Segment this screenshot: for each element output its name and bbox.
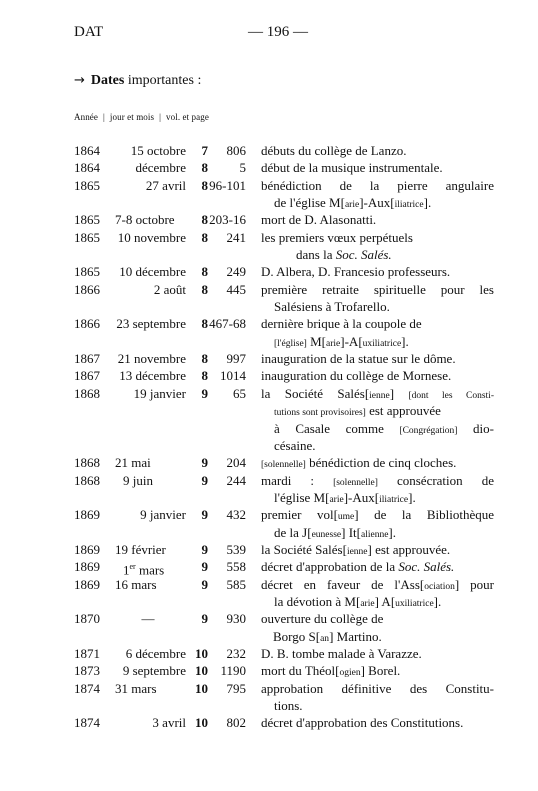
row-event: la Société Salés[ienne] [dont les Consti- (261, 385, 494, 401)
row-year: 1874 (74, 680, 100, 696)
text-fragment: l'église M (274, 489, 326, 505)
row-year: 1869 (74, 559, 100, 575)
editorial-insertion: [solennelle] (261, 460, 306, 471)
row-date: 27 avril (145, 177, 186, 193)
text-fragment: ] It (341, 524, 357, 540)
editorial-insertion: alienne (360, 529, 389, 540)
row-event: D. B. tombe malade à Varazze. (261, 645, 422, 661)
row-page: 585 (226, 576, 246, 592)
row-volume: 9 (201, 576, 208, 592)
row-page: 558 (226, 559, 246, 575)
row-year: 1865 (74, 212, 100, 228)
row-date: 19 février (115, 541, 166, 557)
editorial-insertion: [Congrégation] (399, 425, 458, 436)
text-fragment: ]. (408, 489, 416, 505)
column-separator: | (103, 112, 105, 122)
table-row (74, 454, 494, 471)
row-year: 1869 (74, 576, 100, 592)
row-volume: 8 (201, 351, 208, 367)
row-event-continued: Salésiens à Trofarello. (274, 299, 390, 315)
row-page: 467-68 (209, 316, 246, 332)
row-event: première retraite spirituelle pour les (261, 281, 494, 297)
section-title (74, 73, 201, 89)
table-row (74, 263, 494, 280)
row-page: 930 (226, 611, 246, 627)
row-date: 21 mai (115, 455, 151, 471)
text-fragment: M (310, 333, 322, 349)
row-volume: 9 (201, 385, 208, 401)
row-page: 795 (226, 680, 246, 696)
row-date: — (141, 611, 155, 627)
row-date: 10 décembre (119, 264, 186, 280)
table-row (74, 662, 494, 679)
row-event: inauguration du collège de Mornese. (261, 368, 452, 384)
editorial-insertion: [solennelle] (333, 477, 378, 488)
row-year: 1866 (74, 316, 100, 332)
running-header (74, 24, 482, 44)
row-page: 445 (226, 281, 246, 297)
editorial-insertion: ume (337, 512, 355, 523)
text-fragment: ] de la Bibliothèque (354, 507, 494, 523)
editorial-insertion: [l'église] (274, 338, 307, 349)
row-date: 2 août (153, 281, 186, 297)
row-page: 96-101 (209, 177, 246, 193)
text-fragment-italic: Soc. Salés. (335, 247, 392, 263)
row-event-continued: tions. (274, 698, 303, 713)
text-fragment: de l'église M (274, 195, 341, 211)
editorial-insertion: ociation (424, 581, 455, 592)
text-fragment: ]. (401, 333, 409, 349)
column-separator: | (159, 112, 162, 122)
text-fragment: ] pour (454, 576, 494, 592)
row-date: 23 septembre (116, 316, 186, 332)
row-date-day: 1 (123, 562, 130, 578)
row-year: 1868 (74, 455, 100, 471)
row-event: décret d'approbation des Constitutions. (261, 715, 464, 731)
text-fragment: la Société Salés (261, 541, 343, 557)
text-fragment: -Aux (363, 195, 391, 211)
table-row (74, 211, 494, 228)
row-date-month: mars (138, 562, 165, 578)
row-year: 1868 (74, 385, 100, 401)
text-fragment: à Casale comme (274, 420, 384, 436)
editorial-insertion: eunesse (311, 529, 342, 540)
editorial-insertion: an (320, 633, 330, 644)
row-year: 1865 (74, 177, 100, 193)
table-row (74, 159, 494, 176)
table-row (74, 541, 494, 558)
column-year: Année (74, 112, 98, 122)
row-page: 65 (233, 385, 246, 401)
table-row (74, 350, 494, 367)
row-year: 1864 (74, 143, 100, 158)
row-event-continued: [l'église] M[arie]-A[uxiliatrice]. (274, 333, 409, 349)
arrow-icon: → (74, 73, 85, 88)
row-date: 10 novembre (117, 229, 186, 245)
editorial-insertion: arie (329, 494, 344, 505)
row-year: 1870 (74, 611, 100, 627)
row-volume: 8 (201, 316, 208, 332)
row-event: bénédiction de la pierre angulaire (261, 177, 494, 193)
row-page: 1014 (220, 368, 246, 384)
text-fragment: la Société Salés (261, 385, 365, 401)
table-row (74, 281, 494, 316)
table-row (74, 177, 494, 212)
row-volume: 8 (201, 264, 208, 280)
text-fragment: -A (344, 333, 359, 349)
column-volume-page: vol. et page (166, 112, 209, 122)
row-event-continued (296, 246, 494, 263)
table-row (74, 229, 494, 264)
text-fragment: premier vol (261, 507, 334, 523)
row-event-continued: la dévotion à M[arie] A[uxiliatrice]. (274, 593, 442, 609)
row-event: ouverture du collège de (261, 611, 384, 627)
row-event-continued: Borgo S[an] Martino. (273, 628, 382, 644)
row-event: premier vol[ume] de la Bibliothèque (261, 507, 494, 523)
row-volume: 8 (201, 229, 208, 245)
text-fragment: ] A (374, 593, 391, 609)
table-row (74, 315, 494, 350)
text-fragment: dio- (473, 420, 494, 436)
editorial-insertion: iliatrice (379, 494, 409, 505)
row-volume: 8 (201, 177, 208, 193)
text-fragment: décret d'approbation de la (261, 559, 396, 575)
editorial-insertion: uxiliatrice (362, 338, 402, 349)
row-year: 1873 (74, 663, 100, 679)
row-event: mort du Théol[ogien] Borel. (261, 663, 401, 679)
row-date: 13 décembre (119, 368, 186, 384)
row-date: 9 juin (123, 472, 153, 488)
row-event-continued: l'église M[arie]-Aux[iliatrice]. (274, 489, 416, 505)
row-year: 1869 (74, 507, 100, 523)
row-event: la Société Salés[ienne] est approuvée. (261, 541, 451, 557)
text-fragment: mardi : (261, 472, 314, 488)
editorial-insertion: ogien (339, 668, 361, 679)
row-volume: 10 (195, 715, 208, 731)
row-page: 249 (226, 264, 246, 280)
row-event: décret en faveur de l'Ass[ociation] pour (261, 576, 494, 592)
row-volume: 8 (201, 160, 208, 176)
text-fragment: bénédiction de cinq cloches. (309, 455, 457, 471)
row-volume: 9 (201, 507, 208, 523)
editorial-insertion: ienne (369, 390, 390, 401)
row-volume: 9 (201, 611, 208, 627)
row-year: 1866 (74, 281, 100, 297)
editorial-insertion: [dont les Consti- (408, 390, 494, 401)
row-volume: 9 (201, 455, 208, 471)
row-page: 203-16 (209, 212, 246, 228)
row-event: début de la musique instrumentale. (261, 160, 443, 176)
text-fragment: ] Martino. (329, 628, 382, 644)
row-year: 1865 (74, 229, 100, 245)
text-fragment-italic: Soc. Salés. (398, 559, 455, 575)
text-fragment: ] est approuvée. (367, 541, 451, 557)
row-event-continued: de la J[eunesse] It[alienne]. (274, 524, 397, 540)
row-date: 6 décembre (125, 645, 186, 661)
text-fragment: ]. (388, 524, 397, 540)
section-title-rest: importantes : (127, 73, 202, 88)
text-fragment: consécration de (396, 472, 494, 488)
dates-table (74, 142, 494, 732)
row-date: 15 octobre (130, 143, 186, 158)
table-row (74, 142, 494, 159)
row-year: 1867 (74, 368, 100, 384)
row-volume: 9 (201, 559, 208, 575)
row-year: 1869 (74, 541, 100, 557)
text-fragment: Borgo S (273, 628, 316, 644)
row-volume: 10 (195, 663, 208, 679)
text-fragment: mort du Théol (261, 663, 336, 679)
text-fragment: décret en faveur de l'Ass (261, 576, 420, 592)
text-fragment: ] Borel. (360, 663, 401, 679)
row-event: inauguration de la statue sur le dôme. (261, 351, 456, 367)
row-event: approbation définitive des Constitu- (261, 680, 494, 696)
row-year: 1864 (74, 160, 100, 176)
row-volume: 10 (195, 645, 208, 661)
section-title-bold: Dates (90, 73, 125, 88)
table-row (74, 472, 494, 507)
row-event-continued: césaine. (274, 437, 316, 453)
editorial-insertion: uxiliatrice (395, 598, 434, 609)
row-event: les premiers vœux perpétuels (261, 229, 413, 245)
row-volume: 10 (195, 680, 208, 696)
row-event (261, 558, 494, 575)
row-date: 3 avril (152, 715, 186, 731)
table-row (74, 558, 494, 578)
editorial-insertion: iliatrice (394, 200, 424, 211)
row-page: 806 (226, 143, 246, 158)
editorial-insertion: ienne (346, 546, 368, 557)
row-year: 1865 (74, 264, 100, 280)
row-volume: 9 (201, 472, 208, 488)
table-row (74, 576, 494, 611)
table-row (74, 714, 494, 731)
table-row (74, 680, 494, 715)
row-event: débuts du collège de Lanzo. (261, 143, 407, 158)
row-date: 16 mars (115, 576, 157, 592)
row-page: 5 (239, 160, 246, 176)
row-page: 539 (226, 541, 246, 557)
row-date: 9 janvier (140, 507, 186, 523)
row-page: 1190 (220, 663, 246, 679)
row-page: 997 (226, 351, 246, 367)
row-year: 1871 (74, 645, 100, 661)
row-volume: 8 (201, 212, 208, 228)
editorial-insertion: arie (326, 338, 341, 349)
row-event: D. Albera, D. Francesio professeurs. (261, 264, 451, 280)
row-date: décembre (135, 160, 186, 176)
row-volume: 9 (201, 541, 208, 557)
editorial-insertion: tutions sont provisoires] (274, 408, 366, 419)
column-day-month: jour et mois (109, 112, 155, 122)
row-date: 21 novembre (117, 351, 186, 367)
text-fragment: ]. (423, 195, 432, 211)
row-page: 241 (226, 229, 246, 245)
text-fragment: de la J (274, 524, 308, 540)
header-abbreviation: DAT (74, 24, 104, 40)
table-row (74, 367, 494, 384)
table-row (74, 385, 494, 454)
row-page: 204 (226, 455, 246, 471)
text-fragment: -Aux (348, 489, 375, 505)
table-row (74, 506, 494, 541)
row-volume: 8 (201, 368, 208, 384)
row-page: 232 (226, 645, 246, 661)
text-fragment: dans la (296, 247, 333, 263)
row-page: 802 (226, 715, 246, 731)
row-date: 31 mars (115, 680, 157, 696)
row-date: 7-8 octobre (115, 212, 175, 228)
page-number: — 196 — (248, 24, 308, 40)
row-year: 1867 (74, 351, 100, 367)
row-event: dernière brique à la coupole de (261, 316, 422, 332)
editorial-insertion: arie (360, 598, 375, 609)
row-date: 19 janvier (133, 385, 186, 401)
text-fragment: est approuvée (369, 403, 441, 419)
row-page: 432 (226, 507, 246, 523)
row-date: 9 septembre (122, 663, 186, 679)
row-year: 1874 (74, 715, 100, 731)
column-headers (74, 112, 209, 122)
row-volume: 7 (201, 143, 208, 158)
table-row (74, 610, 494, 645)
text-fragment: ]. (433, 593, 442, 609)
row-year: 1868 (74, 472, 100, 488)
row-event-continued: de l'église M[arie]-Aux[iliatrice]. (274, 195, 432, 211)
table-row (74, 645, 494, 662)
row-event: mort de D. Alasonatti. (261, 212, 377, 228)
row-volume: 8 (201, 281, 208, 297)
ordinal-suffix: er (129, 562, 136, 572)
row-page: 244 (226, 472, 246, 488)
editorial-insertion: arie (344, 200, 360, 211)
text-fragment: la dévotion à M (274, 593, 356, 609)
